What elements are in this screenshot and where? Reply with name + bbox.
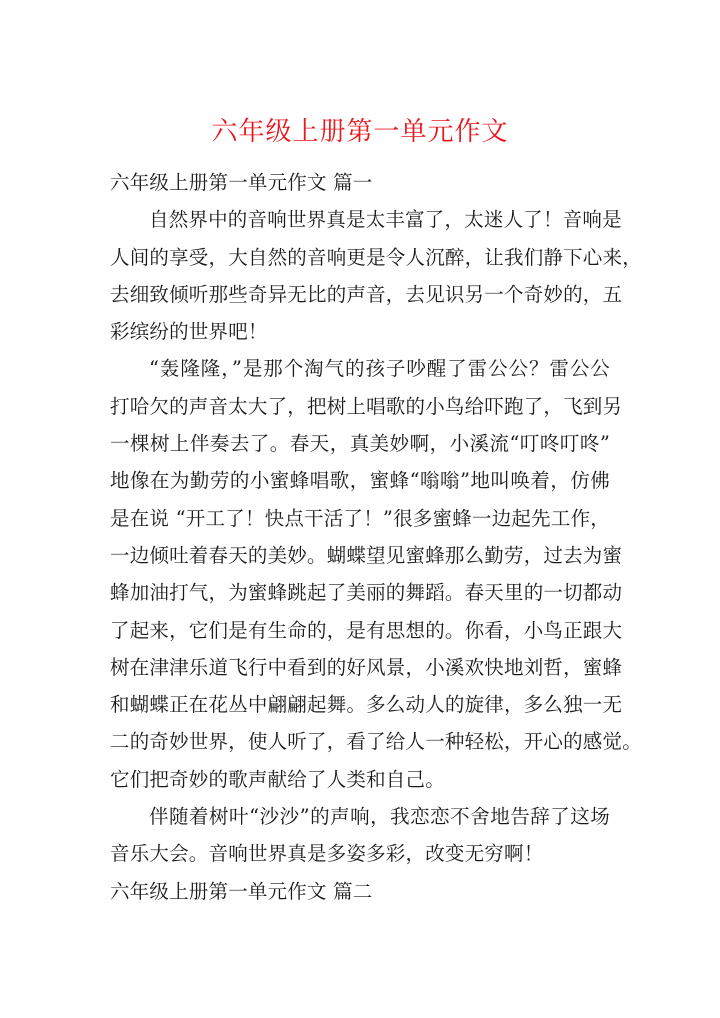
text-line: 六年级上册第一单元作文 篇一 [110,171,373,194]
text-line: 打哈欠的声音太大了，把树上唱歌的小鸟给吓跑了，飞到另 [110,394,623,418]
text-line: 和蝴蝶正在花丛中翩翩起舞。多么动人的旋律，多么独一无 [110,693,623,717]
text-line: 它们把奇妙的歌声献给了人类和自己。 [110,767,445,791]
text-line: 六年级上册第一单元作文 篇二 [110,879,373,903]
text-line: 彩缤纷的世界吧！ [110,320,268,344]
text-line: 伴随着树叶“沙沙”的声响，我恋恋不舍地告辞了这场 [149,805,610,829]
text-line: 了起来，它们是有生命的，是有思想的。你看，小鸟正跟大 [110,618,623,642]
text-line: 二的奇妙世界，使人听了，看了给人一种轻松，开心的感觉。 [110,730,642,754]
text-line: 自然界中的音响世界真是太丰富了，太迷人了！音响是 [149,208,622,232]
text-line: 一棵树上伴奏去了。春天，真美妙啊，小溪流“叮咚叮咚” [110,432,610,456]
text-line: 音乐大会。音响世界真是多姿多彩，改变无穷啊！ [110,842,544,866]
text-line: 去细致倾听那些奇异无比的声音，去见识另一个奇妙的，五 [110,282,623,306]
text-line: 是在说 “开工了！快点干活了！”很多蜜蜂一边起先工作， [110,506,610,530]
document-body [110,164,642,910]
text-line: “轰隆隆，”是那个淘气的孩子吵醒了雷公公？雷公公 [149,357,610,381]
document-title: 六年级上册第一单元作文 [211,117,509,147]
text-line: 蜂加油打气，为蜜蜂跳起了美丽的舞蹈。春天里的一切都动 [110,581,623,605]
text-line: 地像在为勤劳的小蜜蜂唱歌，蜜蜂“嗡嗡”地叫唤着，仿佛 [110,469,610,493]
text-line: 一边倾吐着春天的美妙。蝴蝶望见蜜蜂那么勤劳，过去为蜜 [110,543,623,567]
text-line: 人间的享受，大自然的音响更是令人沉醉，让我们静下心来， [110,245,642,269]
text-line: 树在津津乐道飞行中看到的好风景，小溪欢快地刘哲，蜜蜂 [110,655,623,679]
